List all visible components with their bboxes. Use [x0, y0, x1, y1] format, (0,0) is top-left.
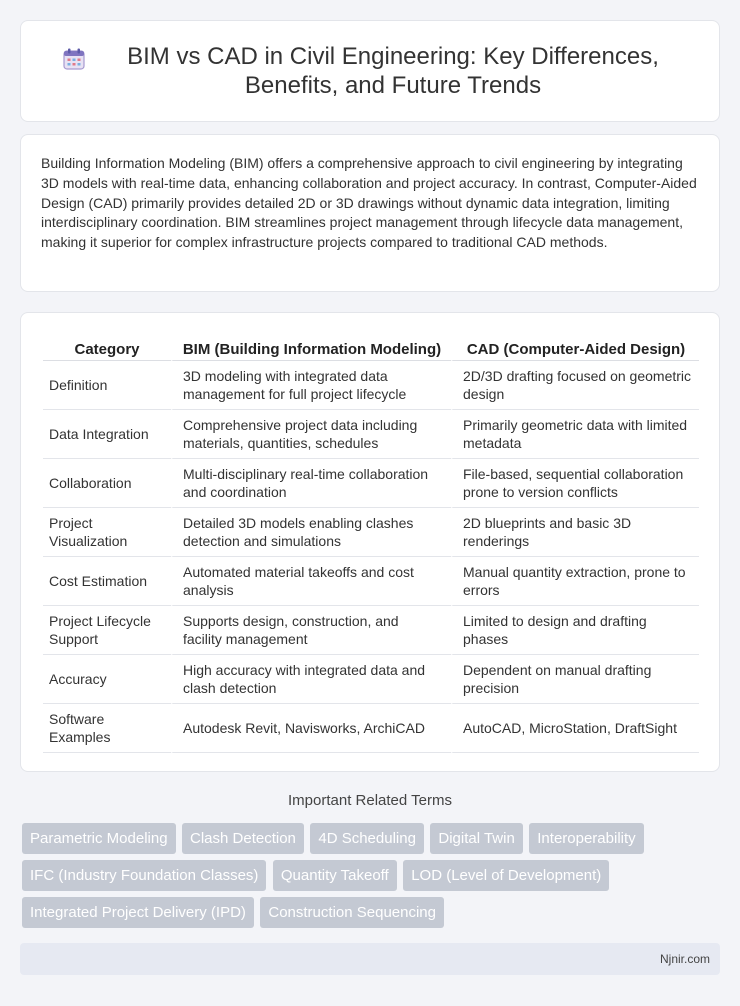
row-category: Software Examples: [43, 704, 171, 753]
term-tag[interactable]: Construction Sequencing: [260, 897, 444, 928]
row-bim: High accuracy with integrated data and clash detection: [171, 655, 451, 704]
title-wrap: [21, 42, 719, 100]
row-cad: 2D blueprints and basic 3D renderings: [451, 508, 699, 557]
row-bim: Supports design, construction, and facility management: [171, 606, 451, 655]
row-cad: File-based, sequential collaboration prone to version conflicts: [451, 459, 699, 508]
row-bim: Multi-disciplinary real-time collaboration and coordination: [171, 459, 451, 508]
intro-paragraph: Building Information Modeling (BIM) offers a comprehensive approach to civil engineering by integrating 3D models with real-time data, enhancing collaboration and project accuracy. In contrast, Computer-Aided Design (CAD) primarily provides detailed 2D or 3D drawings without dynamic data integration, limiting interdisciplinary coordination. BIM streamlines project management through lifecycle data management, making it superior for complex infrastructure projects compared to traditional CAD methods.: [41, 155, 697, 251]
related-terms-list: [22, 823, 722, 934]
tag-row: [22, 823, 722, 860]
comparison-table: [43, 331, 699, 753]
related-terms-heading: Important Related Terms: [288, 792, 452, 809]
term-tag[interactable]: Parametric Modeling: [22, 823, 176, 854]
term-tag[interactable]: Quantity Takeoff: [273, 860, 397, 891]
table-row: [43, 704, 699, 753]
table-row: [43, 361, 699, 410]
row-bim: Automated material takeoffs and cost analysis: [171, 557, 451, 606]
tag-row: [22, 897, 722, 934]
term-tag[interactable]: Integrated Project Delivery (IPD): [22, 897, 254, 928]
term-tag[interactable]: Clash Detection: [182, 823, 304, 854]
tag-row: [22, 860, 722, 897]
row-cad: Manual quantity extraction, prone to errors: [451, 557, 699, 606]
row-category: Project Lifecycle Support: [43, 606, 171, 655]
table-row: [43, 557, 699, 606]
row-cad: AutoCAD, MicroStation, DraftSight: [451, 704, 699, 753]
term-tag[interactable]: 4D Scheduling: [310, 823, 424, 854]
comparison-table-card: [20, 312, 720, 772]
footer-brand[interactable]: Njnir.com: [659, 952, 710, 966]
row-bim: 3D modeling with integrated data management for full project lifecycle: [171, 361, 451, 410]
row-bim: Autodesk Revit, Navisworks, ArchiCAD: [171, 704, 451, 753]
row-cad: 2D/3D drafting focused on geometric design: [451, 361, 699, 410]
row-category: Collaboration: [43, 459, 171, 508]
header-cad: CAD (Computer-Aided Design): [451, 331, 699, 361]
table-row: [43, 410, 699, 459]
row-category: Cost Estimation: [43, 557, 171, 606]
term-tag[interactable]: Interoperability: [529, 823, 643, 854]
header-bim: BIM (Building Information Modeling): [171, 331, 451, 361]
row-category: Data Integration: [43, 410, 171, 459]
row-cad: Dependent on manual drafting precision: [451, 655, 699, 704]
term-tag[interactable]: IFC (Industry Foundation Classes): [22, 860, 266, 891]
row-bim: Detailed 3D models enabling clashes detection and simulations: [171, 508, 451, 557]
row-category: Accuracy: [43, 655, 171, 704]
row-cad: Primarily geometric data with limited metadata: [451, 410, 699, 459]
page-title: BIM vs CAD in Civil Engineering: Key Differences, Benefits, and Future Trends: [127, 43, 659, 99]
table-row: [43, 655, 699, 704]
intro-card: [20, 134, 720, 292]
row-cad: Limited to design and drafting phases: [451, 606, 699, 655]
table-row: [43, 459, 699, 508]
row-bim: Comprehensive project data including materials, quantities, schedules: [171, 410, 451, 459]
calendar-icon: [61, 46, 87, 72]
header-category: Category: [43, 331, 171, 361]
term-tag[interactable]: LOD (Level of Development): [403, 860, 609, 891]
title-card: [20, 20, 720, 122]
term-tag[interactable]: Digital Twin: [430, 823, 522, 854]
footer: [20, 943, 720, 975]
table-row: [43, 606, 699, 655]
table-header-row: [43, 331, 699, 361]
table-row: [43, 508, 699, 557]
row-category: Project Visualization: [43, 508, 171, 557]
row-category: Definition: [43, 361, 171, 410]
